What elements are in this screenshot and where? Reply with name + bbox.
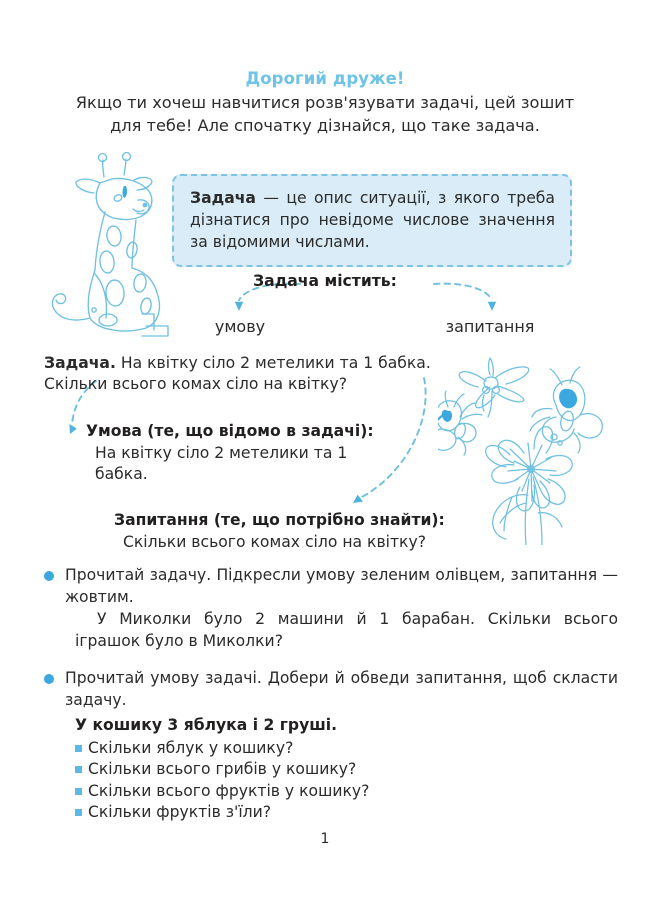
bullet-square-icon — [75, 745, 82, 752]
exercise-2-statement: У кошику 3 яблука і 2 груші. — [75, 716, 338, 734]
dragonfly-icon — [459, 358, 528, 417]
option-label: Скільки всього фруктів у кошику? — [88, 781, 370, 800]
exercise-1-instruction: Прочитай задачу. Підкресли умову зеленим олівцем, запитання — жовтим. — [65, 566, 618, 606]
sample-task-label: Задача. — [44, 354, 116, 372]
option-item[interactable] — [75, 759, 618, 781]
bullet-square-icon — [75, 809, 82, 816]
bullet-dot-icon — [44, 674, 54, 684]
definition-box — [172, 174, 572, 267]
zapytannia-heading: Запитання (те, що потрібно знайти): — [114, 511, 445, 529]
definition-text: це опис ситуації, з якого треба дізнатися про невідоме числове значення за відомими числами. — [190, 189, 555, 251]
exercise-1-row — [44, 565, 618, 608]
option-label: Скільки фруктів з'їли? — [88, 803, 272, 821]
umova-body: На квітку сіло 2 метелики та 1 бабка. — [95, 443, 348, 483]
greeting-title: Дорогий друже! — [245, 69, 405, 88]
option-label: Скільки яблук у кошику? — [88, 738, 294, 757]
umova-block — [86, 421, 386, 486]
sample-task — [44, 353, 464, 395]
contains-branch-zapytannia: запитання — [445, 317, 535, 336]
zapytannia-block — [114, 510, 474, 553]
butterfly-left-icon — [438, 391, 482, 455]
greeting-body: Якщо ти хочеш навчитися розв'язувати задачі, цей зошит для тебе! Але спочатку дізнайся, що таке задача. — [75, 93, 575, 135]
bullet-dot-icon — [44, 571, 54, 581]
bullet-square-icon — [75, 788, 82, 795]
giraffe-illustration — [42, 150, 192, 340]
butterfly-right-icon — [530, 367, 602, 453]
option-item[interactable] — [75, 802, 618, 824]
contains-title: Задача містить: — [253, 272, 397, 290]
sample-task-text: На квітку сіло 2 метелики та 1 бабка. Скільки всього комах сіло на квітку? — [44, 354, 431, 393]
exercise-2-instruction: Прочитай умову задачі. Добери й обведи запитання, щоб скласти задачу. — [65, 669, 618, 709]
zapytannia-body: Скільки всього комах сіло на квітку? — [123, 532, 426, 551]
contains-branch-umova: умову — [214, 317, 266, 336]
exercise-2 — [44, 668, 618, 824]
exercise-1-task-text: У Миколки було 2 машини й 1 барабан. Скільки всього іграшок було в Миколки? — [75, 610, 618, 650]
exercise-1 — [44, 565, 618, 652]
bullet-square-icon — [75, 766, 82, 773]
definition-term: Задача — [190, 189, 256, 207]
definition-dash: — — [263, 189, 279, 207]
umova-heading: Умова (те, що відомо в задачі): — [86, 422, 374, 440]
flower-petals — [486, 427, 572, 511]
exercise-2-row — [44, 668, 618, 711]
page-number: 1 — [320, 831, 330, 847]
option-label: Скільки всього грибів у кошику? — [88, 760, 357, 778]
exercise-2-options — [44, 738, 618, 824]
option-item[interactable] — [75, 738, 618, 760]
option-item[interactable] — [75, 781, 618, 803]
